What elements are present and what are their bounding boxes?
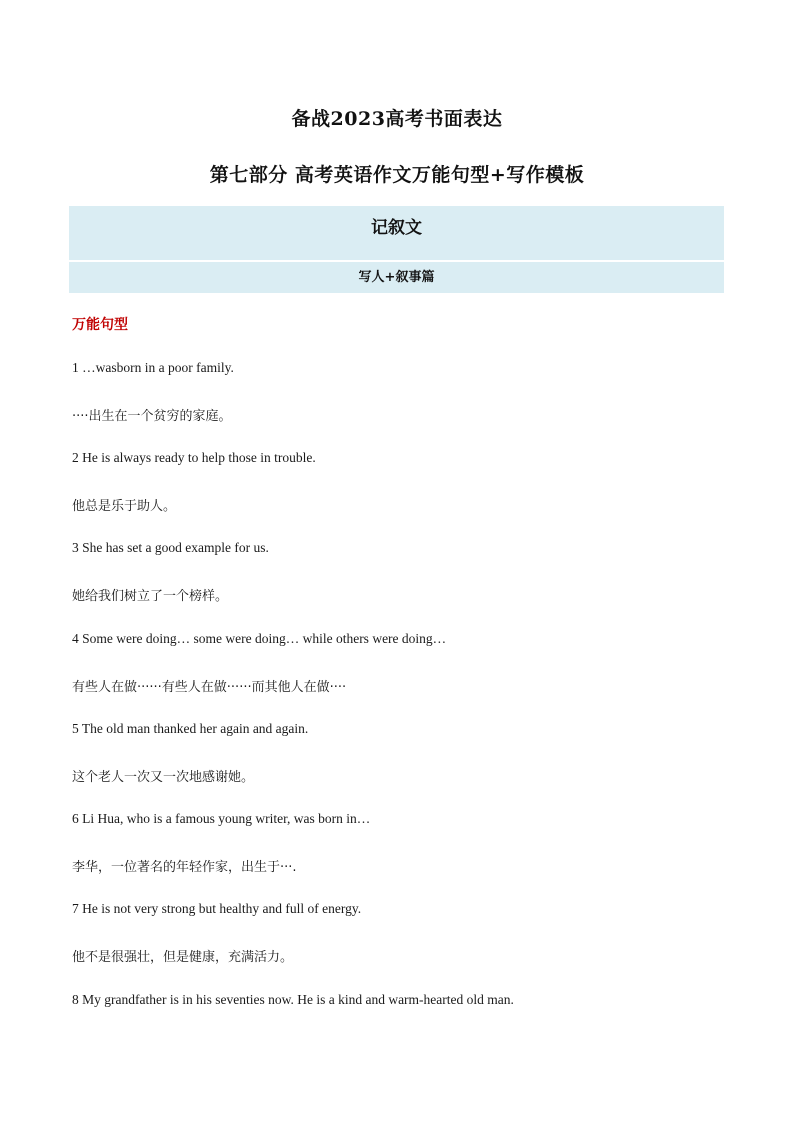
sentence-en-3: 3 She has set a good example for us. (72, 540, 269, 555)
sentence-en-7: 7 He is not very strong but healthy and full of energy. (72, 901, 362, 916)
sentence-en-1: 1 …wasborn in a poor family. (72, 360, 234, 375)
sentence-zh-2: 他总是乐于助人。 (72, 499, 177, 514)
sentence-zh-6: 李华，一位著名的年轻作家，出生于···. (72, 860, 297, 875)
sentence-zh-4: 有些人在做······有些人在做······而其他人在做···· (72, 680, 347, 695)
sentence-en-2: 2 He is always ready to help those in trouble. (72, 450, 316, 465)
sentence-en-5: 5 The old man thanked her again and again. (72, 721, 309, 736)
sentence-zh-3: 她给我们树立了一个榜样。 (72, 589, 229, 604)
category-band: 写人+叙事篇 (69, 262, 724, 293)
sentence-en-6: 6 Li Hua, who is a famous young writer, was born in… (72, 811, 371, 826)
sentence-zh-7: 他不是很强壮，但是健康，充满活力。 (72, 950, 294, 965)
sentence-zh-1: ····出生在一个贫穷的家庭。 (72, 409, 232, 424)
document-subtitle: 第七部分 高考英语作文万能句型+写作模板 (209, 164, 585, 186)
genre-band: 记叙文 (69, 206, 724, 260)
section-heading: 万能句型 (72, 317, 128, 333)
sentence-zh-5: 这个老人一次又一次地感谢她。 (72, 770, 255, 785)
sentence-en-8: 8 My grandfather is in his seventies now. He is a kind and warm-hearted old man. (72, 992, 514, 1007)
sentence-en-4: 4 Some were doing… some were doing… while others were doing… (72, 631, 447, 646)
document-title: 备战2023高考书面表达 (291, 108, 503, 130)
